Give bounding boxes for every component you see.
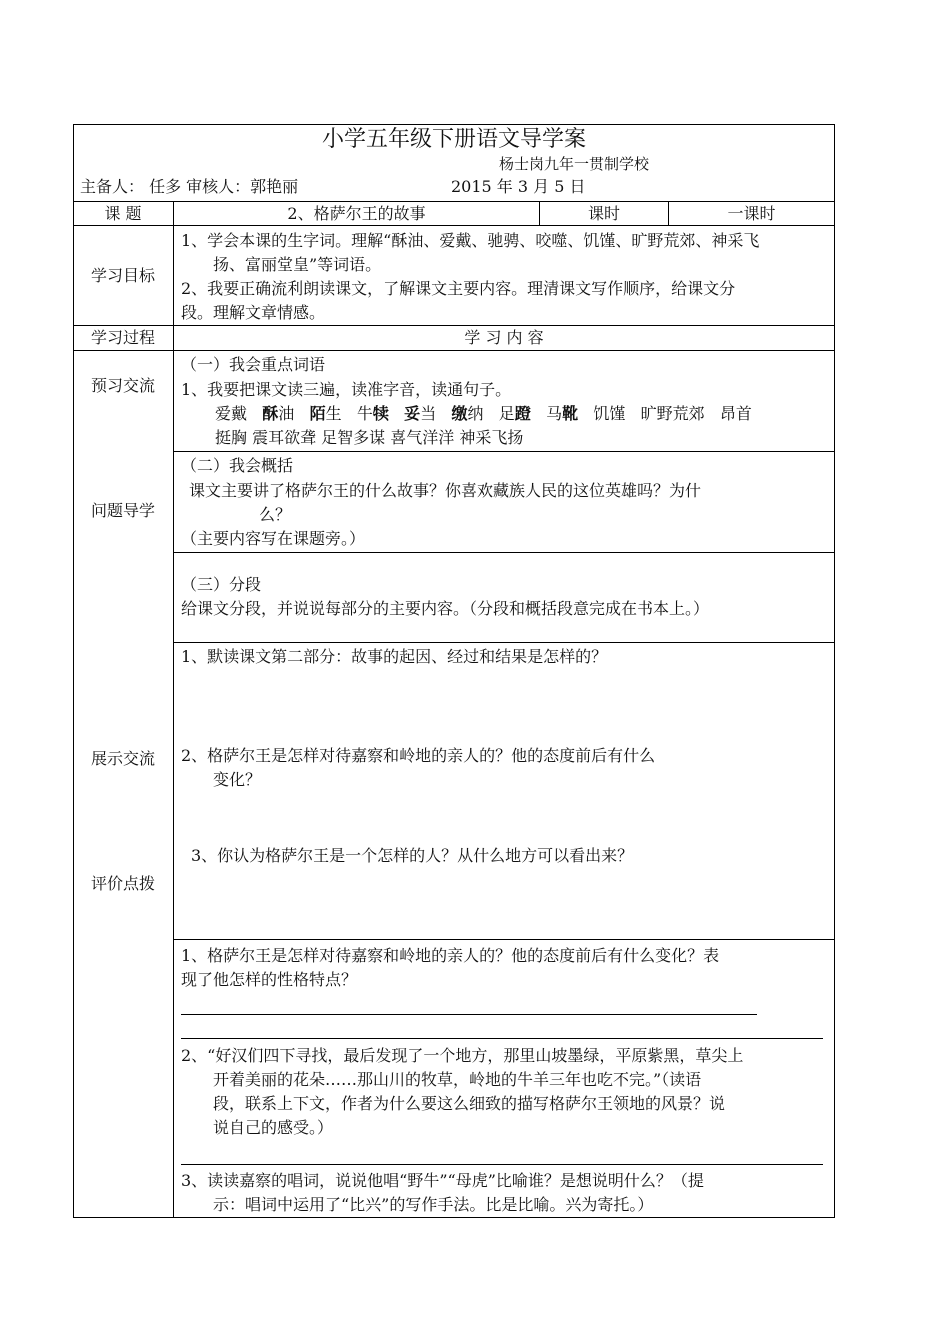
school-name: 杨士岗九年一贯制学校: [499, 155, 650, 173]
preview-instruction: 1、我要把课文读三遍，读准字音，读通句子。: [181, 380, 512, 399]
vocab-word: 缴纳: [451, 404, 484, 423]
vocab-line-2: 挺胸 震耳欲聋 足智多谋 喜气洋洋 神采飞扬: [215, 428, 524, 447]
vocab-word: 饥馑: [593, 404, 626, 423]
vocab-word: 马靴: [546, 404, 579, 423]
vocab-word: 陌生: [309, 404, 342, 423]
practice-2-cont: 说自己的感受。）: [213, 1118, 334, 1137]
vocab-word: 旷野荒郊: [640, 404, 705, 423]
answer-line: [181, 1014, 757, 1015]
practice-3-cont: 示：唱词中运用了“比兴”的写作手法。比是比喻。兴为寄托。）: [213, 1195, 654, 1214]
guide-note: （主要内容写在课题旁。）: [181, 529, 366, 548]
preview-label: 预习交流: [90, 376, 155, 395]
goals-label: 学习目标: [90, 266, 155, 285]
vocab-line-1: [215, 402, 752, 426]
practice-1-cont: 现了他怎样的性格特点？: [181, 970, 358, 989]
label-column-line: [173, 201, 174, 1218]
row-line: [173, 939, 835, 940]
vocab-word: 昂首: [719, 404, 752, 423]
practice-3: 3、读读嘉察的唱词，说说他唱“野牛”“母虎”比喻谁？是想说明什么？（提: [181, 1171, 704, 1190]
show-label: 展示交流: [90, 749, 155, 768]
show-q1: 1、默读课文第二部分：故事的起因、经过和结果是怎样的？: [181, 647, 608, 666]
guide-question: 课文主要讲了格萨尔王的什么故事？你喜欢藏族人民的这位英雄吗？为什: [189, 481, 702, 500]
border-right: [834, 124, 835, 1218]
hours-label: 课时: [587, 204, 620, 223]
vocab-word: 酥油: [262, 404, 295, 423]
border-left: [73, 124, 74, 1218]
border-top: [73, 124, 835, 125]
authors: 主备人： 任多 审核人：郭艳丽: [80, 177, 299, 196]
vocab-word: 爱戴: [215, 404, 248, 423]
guide-heading: （二）我会概括: [181, 456, 294, 475]
content-label: 学 习 内 容: [464, 328, 544, 347]
answer-line: [181, 1164, 823, 1165]
goal-1: 1、学会本课的生字词。理解“酥油、爱戴、驰骋、咬噬、饥馑、旷野荒郊、神采飞: [181, 231, 760, 250]
segment-text: 给课文分段，并说说每部分的主要内容。（分段和概括段意完成在书本上。）: [181, 599, 710, 618]
vocab-word: 牛犊: [356, 404, 389, 423]
row-line: [173, 552, 835, 553]
show-q2-cont: 变化？: [213, 770, 262, 789]
guide-question-cont: 么？: [259, 505, 292, 524]
goal-1-cont: 扬、富丽堂皇”等词语。: [213, 255, 382, 274]
guide-label: 问题导学: [90, 501, 155, 520]
border-bottom: [73, 1217, 835, 1218]
page-title: 小学五年级下册语文导学案: [321, 127, 586, 152]
practice-2: 2、“好汉们四下寻找，最后发现了一个地方，那里山坡墨绿，平原紫黑，草尖上: [181, 1046, 744, 1065]
lesson-title: 2、格萨尔王的故事: [287, 204, 426, 223]
vocab-word: 妥当: [404, 404, 437, 423]
show-q3: 3、你认为格萨尔王是一个怎样的人？从什么地方可以看出来？: [191, 846, 634, 865]
show-q2: 2、格萨尔王是怎样对待嘉察和岭地的亲人的？他的态度前后有什么: [181, 746, 656, 765]
practice-2-cont: 段，联系上下文，作者为什么要这么细致的描写格萨尔王领地的风景？说: [213, 1094, 726, 1113]
eval-label: 评价点拨: [90, 874, 155, 893]
goal-2-cont: 段。理解文章情感。: [181, 303, 326, 322]
goal-2: 2、我要正确流利朗读课文，了解课文主要内容。理清课文写作顺序，给课文分: [181, 279, 736, 298]
row-line: [173, 451, 835, 452]
worksheet: [73, 124, 835, 1218]
practice-1: 1、格萨尔王是怎样对待嘉察和岭地的亲人的？他的态度前后有什么变化？表: [181, 946, 720, 965]
segment-heading: （三）分段: [181, 575, 262, 594]
vocab-word: 足蹬: [498, 404, 531, 423]
course-label: 课 题: [104, 204, 142, 223]
preview-heading: （一）我会重点词语: [181, 355, 326, 374]
row-line: [73, 350, 835, 351]
practice-2-cont: 开着美丽的花朵……那山川的牧草，岭地的牛羊三年也吃不完。”（读语: [213, 1070, 702, 1089]
answer-line: [181, 1038, 823, 1039]
row-line: [173, 642, 835, 643]
date: 2015 年 3 月 5 日: [451, 177, 586, 196]
process-label: 学习过程: [90, 328, 155, 347]
hours-value: 一课时: [727, 204, 776, 223]
